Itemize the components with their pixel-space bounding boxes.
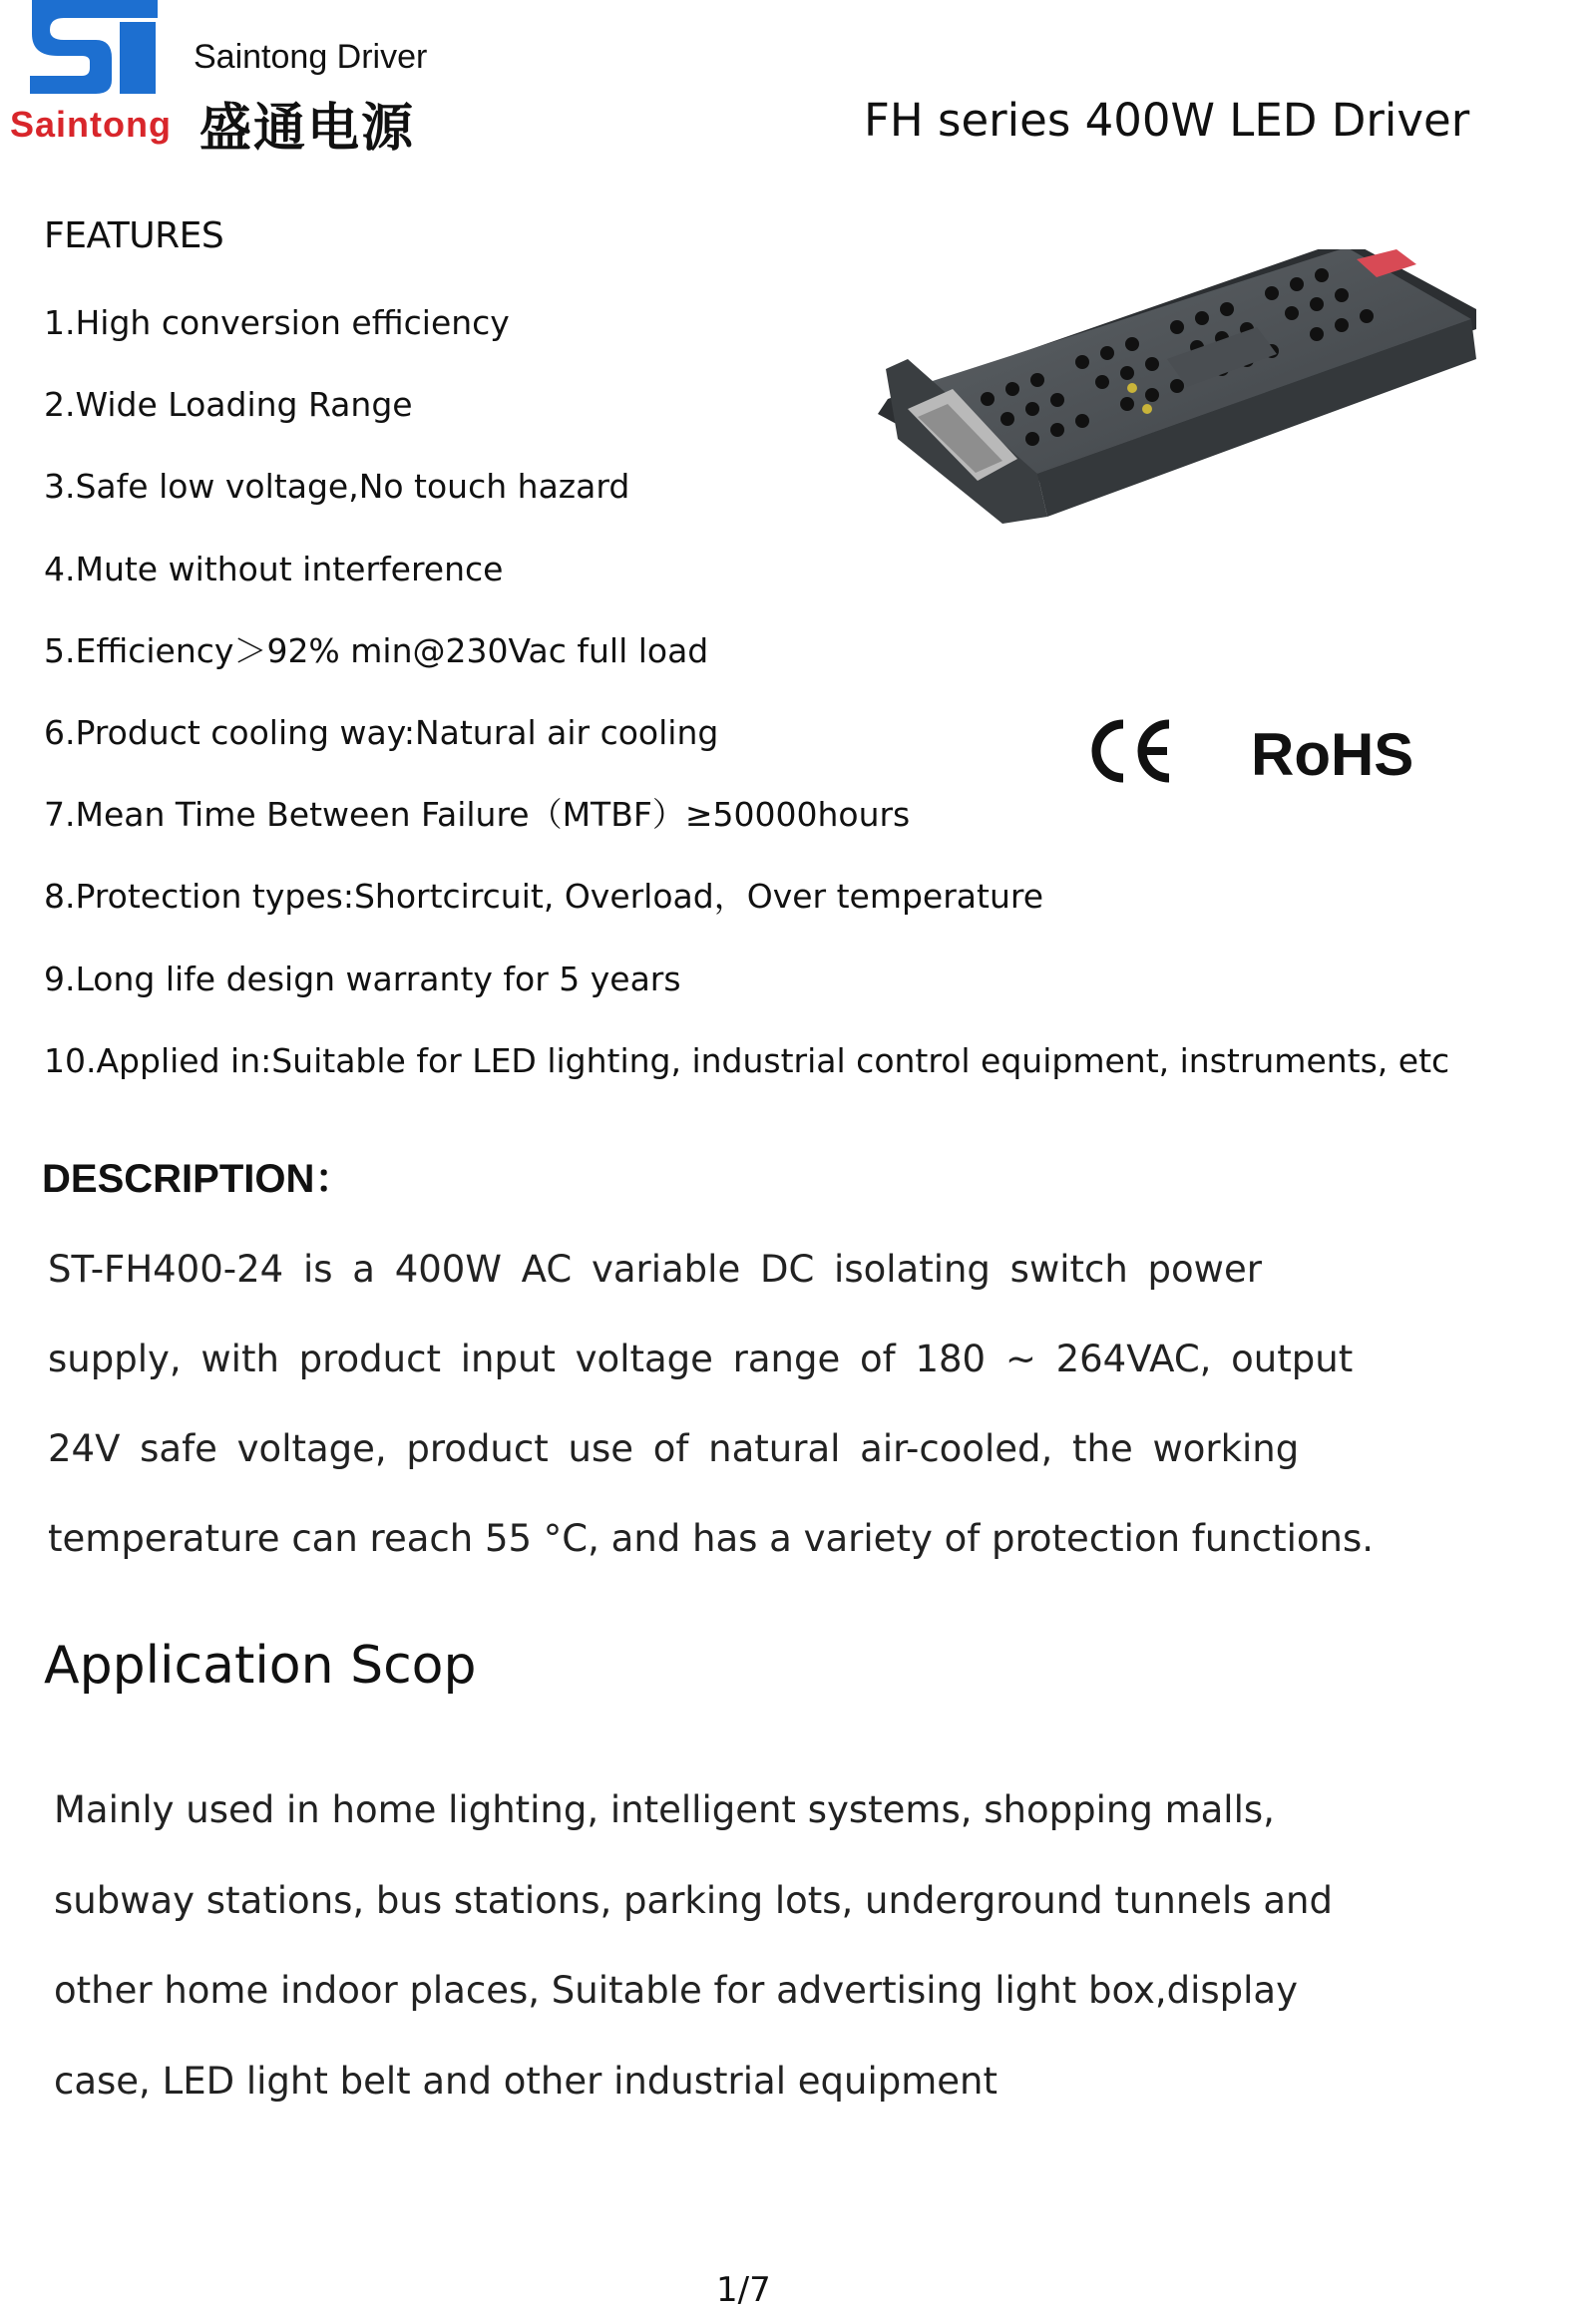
feature-item: 4.Mute without interference [44, 549, 504, 588]
feature-item: 1.High conversion efficiency [44, 303, 510, 342]
feature-item: 9.Long life design warranty for 5 years [44, 959, 681, 998]
application-body [54, 1785, 1333, 2146]
document-title: FH series 400W LED Driver [864, 94, 1470, 147]
application-line: other home indoor places, Suitable for advertising light box,display [54, 1969, 1298, 2012]
description-line: 24V safe voltage, product use of natural air-cooled, the working [48, 1427, 1300, 1470]
application-heading: Application Scop [44, 1636, 477, 1696]
application-line: Mainly used in home lighting, intelligent systems, shopping malls, [54, 1788, 1275, 1831]
feature-item: 2.Wide Loading Range [44, 385, 413, 425]
description-line: ST-FH400-24 is a 400W AC variable DC isolating switch power [48, 1248, 1262, 1291]
company-name-chinese: 盛通电源 [200, 99, 416, 159]
application-line: case, LED light belt and other industrial equipment [54, 2059, 998, 2103]
feature-item: 6.Product cooling way:Natural air cooling [44, 712, 719, 752]
logo-wordmark: Saintong [10, 104, 172, 145]
feature-item: 5.Efficiency＞92% min@230Vac full load [44, 630, 709, 670]
ce-mark-icon [1089, 718, 1175, 784]
description-line: temperature can reach 55 °C, and has a variety of protection functions. [48, 1517, 1374, 1560]
description-heading: DESCRIPTION： [42, 1157, 355, 1201]
description-line: supply, with product input voltage range of 180 ~ 264VAC, output [48, 1338, 1354, 1380]
feature-item: 8.Protection types:Shortcircuit, Overload，Over temperature [44, 877, 1044, 917]
company-name-english: Saintong Driver [194, 38, 428, 76]
rohs-mark: RoHS [1251, 721, 1414, 788]
application-line: subway stations, bus stations, parking lots, underground tunnels and [54, 1878, 1333, 1922]
feature-item: 3.Safe low voltage,No touch hazard [44, 467, 630, 507]
page-number: 1/7 [716, 2270, 771, 2310]
description-body [48, 1245, 1374, 1604]
feature-item: 7.Mean Time Between Failure（MTBF）≥50000hours [44, 795, 911, 835]
features-heading: FEATURES [44, 215, 224, 256]
feature-item: 10.Applied in:Suitable for LED lighting, industrial control equipment, instruments, etc [44, 1040, 1450, 1080]
product-image [878, 249, 1486, 718]
